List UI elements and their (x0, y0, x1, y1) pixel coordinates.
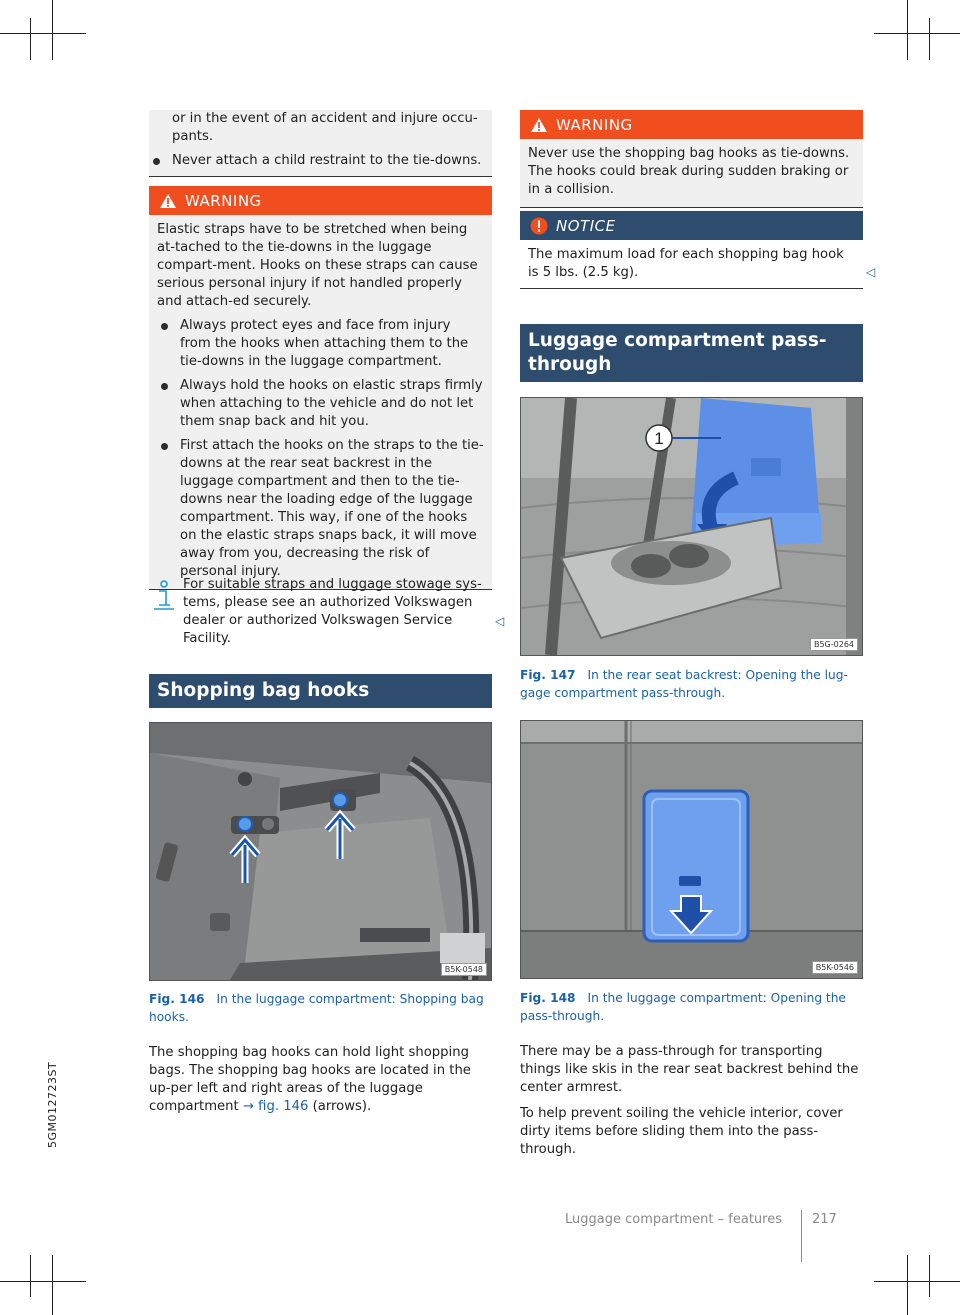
intro-block (149, 110, 492, 177)
figure-code: B5G-0264 (810, 638, 858, 651)
page-number: 217 (812, 1212, 837, 1227)
figure-146-caption (149, 990, 492, 1026)
info-icon (153, 580, 175, 610)
footer-section-title: Luggage compartment – features (564, 1212, 782, 1227)
figure-reference-link[interactable]: fig. 146 (258, 1099, 309, 1114)
footer-divider (801, 1210, 802, 1262)
figure-148 (520, 720, 863, 979)
shopping-bag-hooks-text: The shopping bag hooks can hold light shopping bags. The shopping bag hooks are located in the up-per left and right areas of the luggage compartment → fig. 146 (arrows). (149, 1045, 471, 1114)
section-end-marker: ◁ (495, 614, 505, 628)
rear-seat-backrest-illustration (521, 398, 862, 655)
warning-bullet: First attach the hooks on the straps to the tie-downs at the rear seat backrest in the luggage compartment and then to the tie-downs near the loading edge of the luggage compartment. This way, if one of the hooks on the elastic straps snaps back, it will move away from you, decreasing the risk of personal injury. (157, 437, 484, 581)
warning-body (149, 215, 492, 590)
warning-title: WARNING (556, 115, 633, 134)
notice-exclamation-icon (530, 217, 548, 235)
warning-triangle-icon (159, 193, 177, 209)
notice-text: The maximum load for each shopping bag hook is 5 lbs. (2.5 kg). (528, 247, 844, 280)
warning-bullet: Always protect eyes and face from injury from the hooks when attaching them to the tie-downs in the luggage compartment. (157, 317, 484, 371)
section-heading-shopping-bag-hooks: Shopping bag hooks (149, 674, 492, 708)
warning-triangle-icon (530, 117, 548, 133)
warning-text: Never use the shopping bag hooks as tie-downs. The hooks could break during sudden braking or in a collision. (528, 146, 850, 197)
figure-number: Fig. 146 (149, 992, 205, 1006)
warning-bullet: Always hold the hooks on elastic straps firmly when attaching to the vehicle and do not let them snap back and hit you. (157, 377, 484, 431)
figure-caption-text: In the luggage compartment: Shopping bag hooks. (149, 992, 484, 1024)
figure-code: B5K-0548 (441, 963, 487, 976)
notice-box (520, 211, 876, 289)
luggage-compartment-illustration (150, 723, 491, 980)
figure-147-caption (520, 666, 863, 702)
figure-number: Fig. 148 (520, 991, 576, 1005)
section-heading-pass-through: Luggage compartment pass-through (520, 324, 863, 382)
figure-146 (149, 722, 492, 981)
pass-through-paragraph-1: There may be a pass-through for transporting things like skis in the rear seat backrest behind the center armrest. (520, 1044, 859, 1095)
figure-147 (520, 397, 863, 656)
figure-number: Fig. 147 (520, 668, 576, 682)
figure-caption-text: In the luggage compartment: Opening the pass-through. (520, 991, 846, 1023)
info-note (149, 576, 505, 648)
warning-title: WARNING (185, 191, 262, 210)
notice-body (520, 240, 863, 289)
warning-box-straps (149, 186, 492, 590)
intro-continued-text: or in the event of an accident and injure occu-pants. (172, 111, 478, 144)
reference-arrow: → (242, 1099, 254, 1114)
section-end-marker: ◁ (866, 265, 876, 279)
figure-code: B5K-0546 (812, 961, 858, 974)
figure-148-caption (520, 989, 863, 1025)
document-code: 5GM012723ST (46, 1061, 59, 1148)
warning-box-hooks (520, 110, 863, 208)
pass-through-cover-illustration (521, 721, 862, 978)
warning-header (520, 110, 863, 139)
figure-caption-text: In the rear seat backrest: Opening the lug-gage compartment pass-through. (520, 668, 848, 700)
warning-body (520, 139, 863, 208)
notice-title: NOTICE (556, 216, 616, 235)
intro-bullet: Never attach a child restraint to the tie-downs. (149, 152, 492, 170)
pass-through-paragraph-2: To help prevent soiling the vehicle interior, cover dirty items before sliding them into the pass-through. (520, 1106, 843, 1157)
info-note-text: For suitable straps and luggage stowage sys-tems, please see an authorized Volkswagen dealer or authorized Volkswagen Service Facility. (183, 577, 482, 646)
warning-text: Elastic straps have to be stretched when being at-tached to the tie-downs in the luggage compart-ment. Hooks on these straps can cause serious personal injury if not handled properly and attach-ed securely. (157, 222, 478, 309)
warning-header (149, 186, 492, 215)
notice-header (520, 211, 863, 240)
callout-number: 1 (654, 429, 664, 448)
